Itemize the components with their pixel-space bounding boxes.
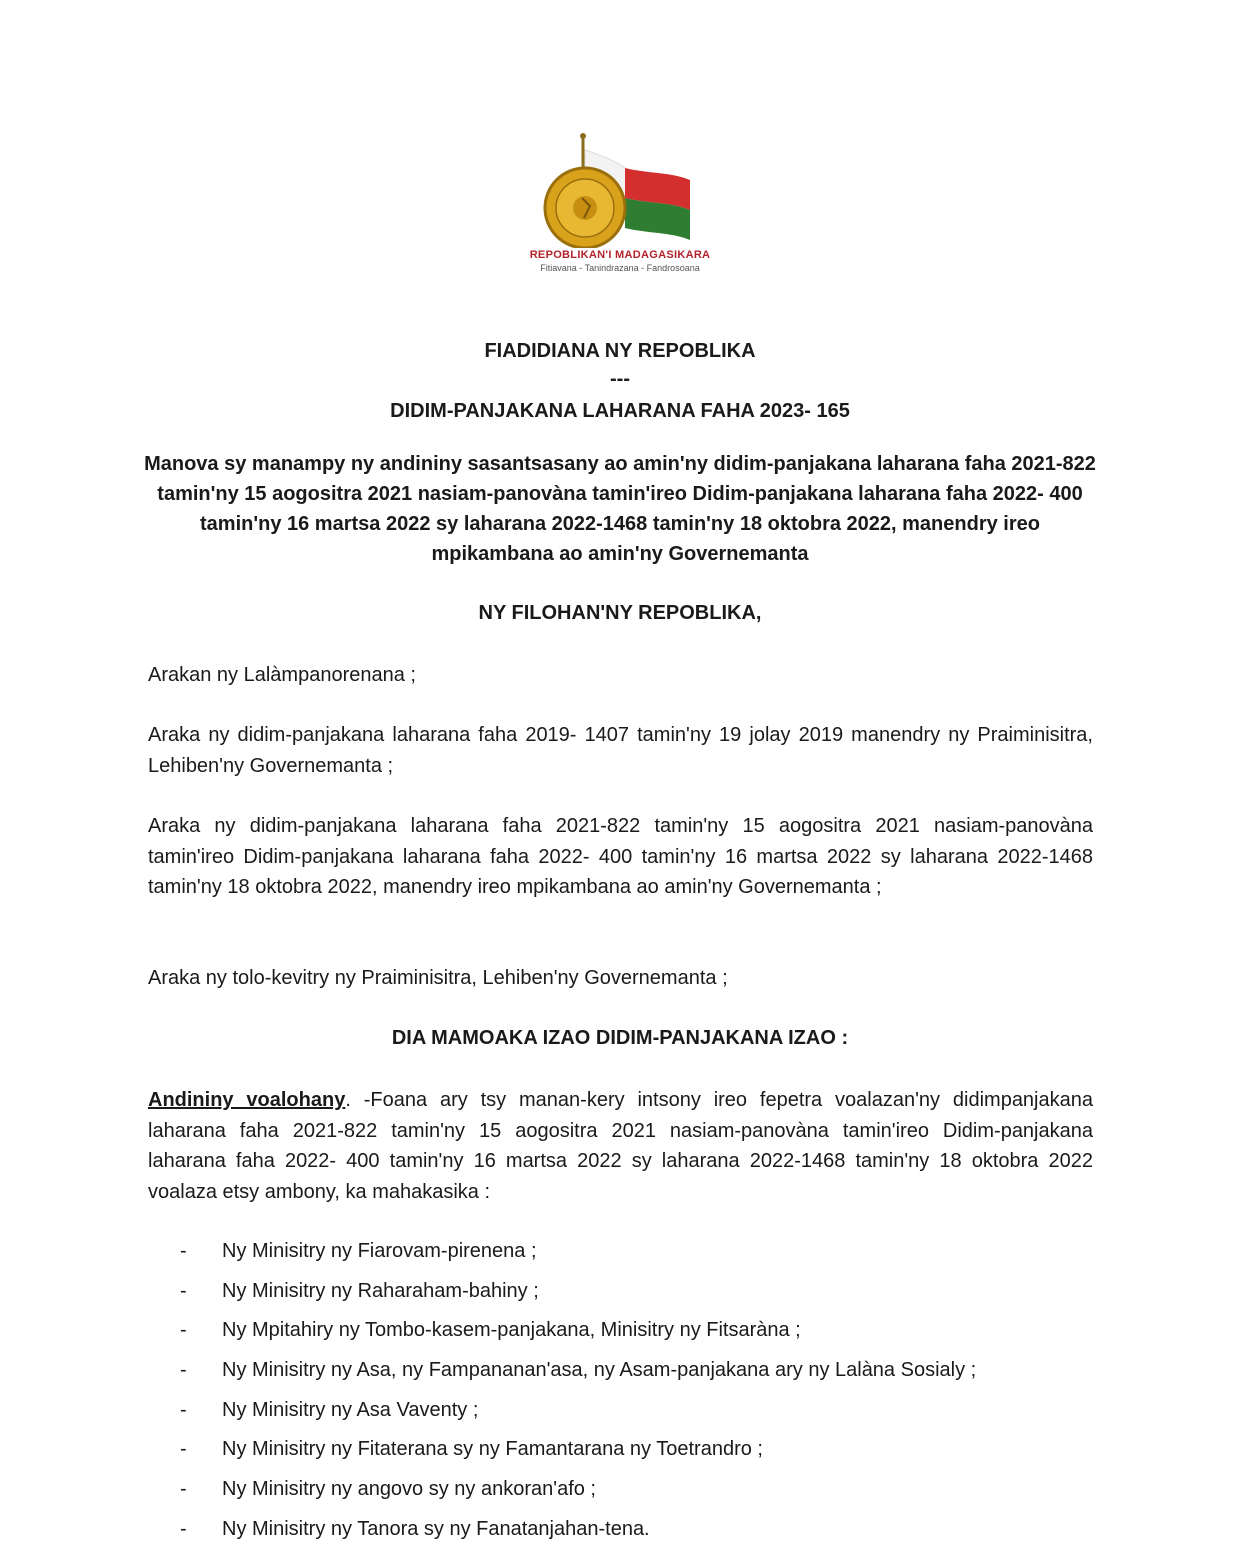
ministry-7: Ny Minisitry ny angovo sy ny ankoran'afo ; bbox=[222, 1478, 596, 1501]
ministry-1: Ny Minisitry ny Fiarovam-pirenena ; bbox=[222, 1240, 537, 1262]
list-item bbox=[180, 1355, 1100, 1395]
ministry-6: Ny Minisitry ny Fitaterana sy ny Famantarana ny Toetrandro ; bbox=[222, 1438, 763, 1461]
consideration-1: Arakan ny Lalàmpanorenana ; bbox=[148, 664, 416, 686]
logo-title: REPOBLIKAN'I MADAGASIKARA bbox=[529, 249, 711, 261]
list-item bbox=[180, 1434, 1100, 1474]
list-item bbox=[180, 1514, 1100, 1554]
list-marker: - bbox=[180, 1279, 187, 1302]
logo-motto: Fitiavana - Tanindrazana - Fandrosoana bbox=[540, 263, 700, 273]
decree-subject: Manova sy manampy ny andininy sasantsasany ao amin'ny didim-panjakana laharana faha 2021-822 tamin'ny 15 aogositra 2021 nasiam-panovàna tamin'ireo Didim-panjakana laharana faha 2022- 400 tamin'ny 16 martsa 2022 sy laharana 2022-1468 tamin'ny 18 oktobra 2022, manendry ireo mpikambana ao amin'ny Governemanta bbox=[144, 453, 1096, 565]
flag-seal-icon bbox=[500, 128, 740, 248]
list-marker: - bbox=[180, 1438, 187, 1461]
list-item bbox=[180, 1315, 1100, 1355]
list-marker: - bbox=[180, 1517, 187, 1540]
header-separator: --- bbox=[610, 368, 630, 390]
ministries-list bbox=[180, 1236, 1100, 1554]
decree-heading: DIA MAMOAKA IZAO DIDIM-PANJAKANA IZAO : bbox=[391, 1027, 849, 1049]
list-marker: - bbox=[180, 1398, 187, 1421]
institution-title: FIADIDIANA NY REPOBLIKA bbox=[484, 340, 756, 362]
article-1-text: . -Foana ary tsy manan-kery intsony ireo fepetra voalazan'ny didimpanjakana laharana faha 2021-822 tamin'ny 15 aogositra 2021 nasiam-panovàna tamin'ireo Didim-panjakana laharana faha 2022- 400 tamin'ny 16 martsa 2022 sy laharana 2022-1468 tamin'ny 18 oktobra 2022 voalaza etsy ambony, ka mahakasika : bbox=[148, 1089, 1093, 1203]
ministry-2: Ny Minisitry ny Raharaham-bahiny ; bbox=[222, 1279, 539, 1302]
list-item bbox=[180, 1395, 1100, 1435]
list-marker: - bbox=[180, 1240, 187, 1262]
list-marker: - bbox=[180, 1359, 187, 1382]
list-item bbox=[180, 1474, 1100, 1514]
list-marker: - bbox=[180, 1478, 187, 1501]
republic-logo bbox=[500, 128, 740, 278]
ministry-8: Ny Minisitry ny Tanora sy ny Fanatanjahan-tena. bbox=[222, 1517, 650, 1540]
consideration-4: Araka ny tolo-kevitry ny Praiminisitra, Lehiben'ny Governemanta ; bbox=[148, 967, 728, 989]
list-marker: - bbox=[180, 1319, 187, 1342]
ministry-4: Ny Minisitry ny Asa, ny Fampananan'asa, ny Asam-panjakana ary ny Lalàna Sosialy ; bbox=[222, 1359, 977, 1382]
article-1-title: Andininy voalohany bbox=[148, 1089, 346, 1111]
article-1 bbox=[148, 1085, 1093, 1207]
list-item bbox=[180, 1276, 1100, 1316]
consideration-3: Araka ny didim-panjakana laharana faha 2021-822 tamin'ny 15 aogositra 2021 nasiam-panovàna tamin'ireo Didim-panjakana laharana faha 2022- 400 tamin'ny 16 martsa 2022 sy laharana 2022-1468 tamin'ny 18 oktobra 2022, manendry ireo mpikambana ao amin'ny Governemanta ; bbox=[148, 815, 1093, 898]
ministry-3: Ny Mpitahiry ny Tombo-kasem-panjakana, Minisitry ny Fitsaràna ; bbox=[222, 1319, 801, 1342]
consideration-2: Araka ny didim-panjakana laharana faha 2019- 1407 tamin'ny 19 jolay 2019 manendry ny Praiminisitra, Lehiben'ny Governemanta ; bbox=[148, 724, 1093, 777]
president-heading: NY FILOHAN'NY REPOBLIKA, bbox=[478, 602, 762, 624]
ministry-5: Ny Minisitry ny Asa Vaventy ; bbox=[222, 1398, 479, 1421]
decree-number: DIDIM-PANJAKANA LAHARANA FAHA 2023- 165 bbox=[390, 400, 850, 422]
list-item bbox=[180, 1236, 1100, 1276]
